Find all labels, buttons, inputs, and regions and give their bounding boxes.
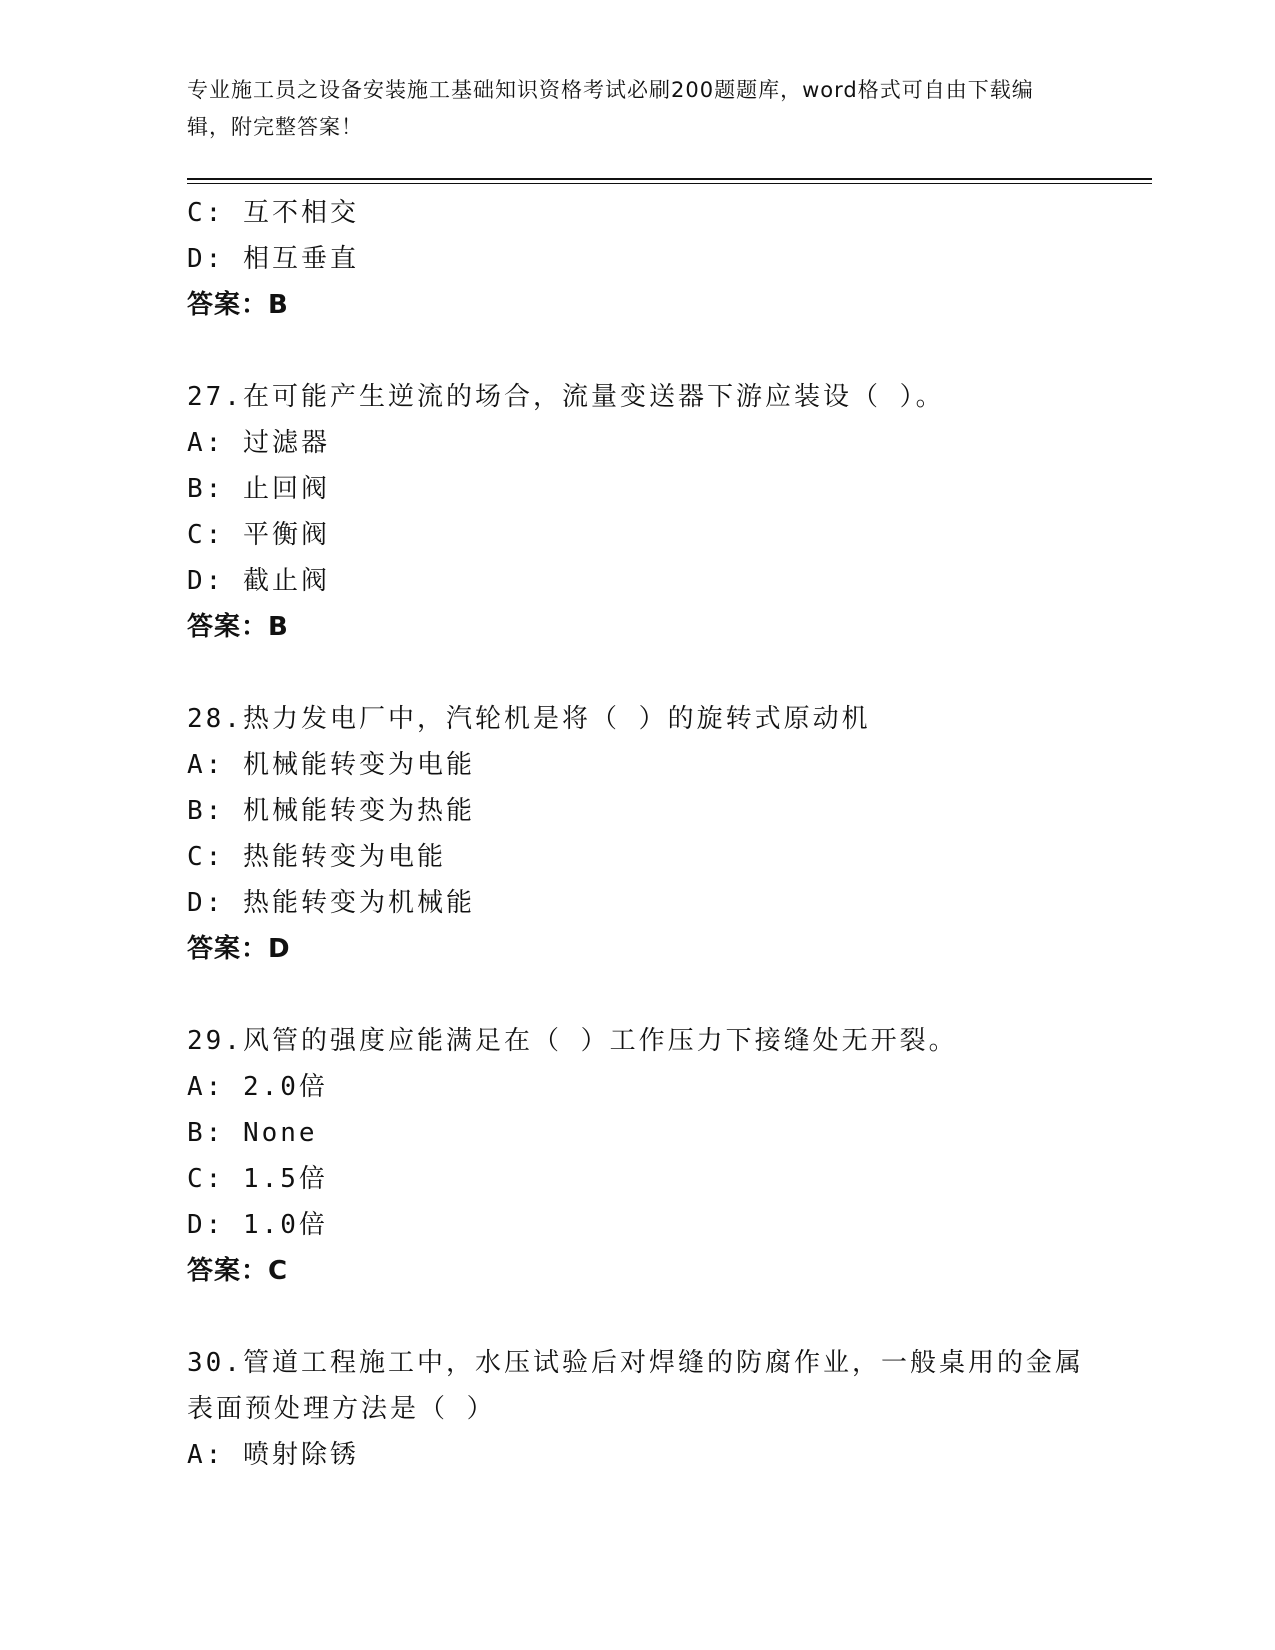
option-c: C: 互不相交 (187, 198, 359, 228)
question-stem: 29.风管的强度应能满足在（ ）工作压力下接缝处无开裂。 (187, 1026, 958, 1056)
option-a: A: 机械能转变为电能 (187, 750, 475, 780)
spacer (187, 328, 1087, 374)
option-c: C: 热能转变为电能 (187, 842, 446, 872)
question-29 (187, 1018, 1087, 1294)
question-30 (187, 1340, 1087, 1478)
question-27 (187, 374, 1087, 650)
option-b: B: 止回阀 (187, 474, 330, 504)
question-stem: 30.管道工程施工中，水压试验后对焊缝的防腐作业，一般桌用的金属表面预处理方法是（ ） (187, 1348, 1084, 1424)
option-d: D: 热能转变为机械能 (187, 888, 475, 918)
answer-line: 答案：B (187, 612, 289, 642)
option-b: B: 机械能转变为热能 (187, 796, 475, 826)
header-rule-thin (187, 183, 1152, 184)
option-a: A: 过滤器 (187, 428, 330, 458)
spacer (187, 972, 1087, 1018)
answer-line: 答案：D (187, 934, 291, 964)
question-list (187, 190, 1087, 1478)
spacer (187, 650, 1087, 696)
question-stem: 27.在可能产生逆流的场合，流量变送器下游应装设（ ）。 (187, 382, 945, 412)
option-a: A: 2.0倍 (187, 1072, 328, 1102)
header-rule-thick (187, 178, 1152, 180)
spacer (187, 1294, 1087, 1340)
option-d: D: 相互垂直 (187, 244, 359, 274)
document-header: 专业施工员之设备安装施工基础知识资格考试必刷200题题库，word格式可自由下载编辑，附完整答案！ (187, 78, 1034, 139)
question-26-tail (187, 190, 1087, 328)
option-a: A: 喷射除锈 (187, 1440, 359, 1470)
answer-line: 答案：C (187, 1256, 289, 1286)
question-stem: 28.热力发电厂中，汽轮机是将（ ）的旋转式原动机 (187, 704, 871, 734)
option-c: C: 1.5倍 (187, 1164, 328, 1194)
option-c: C: 平衡阀 (187, 520, 330, 550)
option-d: D: 1.0倍 (187, 1210, 328, 1240)
answer-line: 答案：B (187, 290, 289, 320)
option-d: D: 截止阀 (187, 566, 330, 596)
option-b: B: None (187, 1118, 318, 1148)
question-28 (187, 696, 1087, 972)
